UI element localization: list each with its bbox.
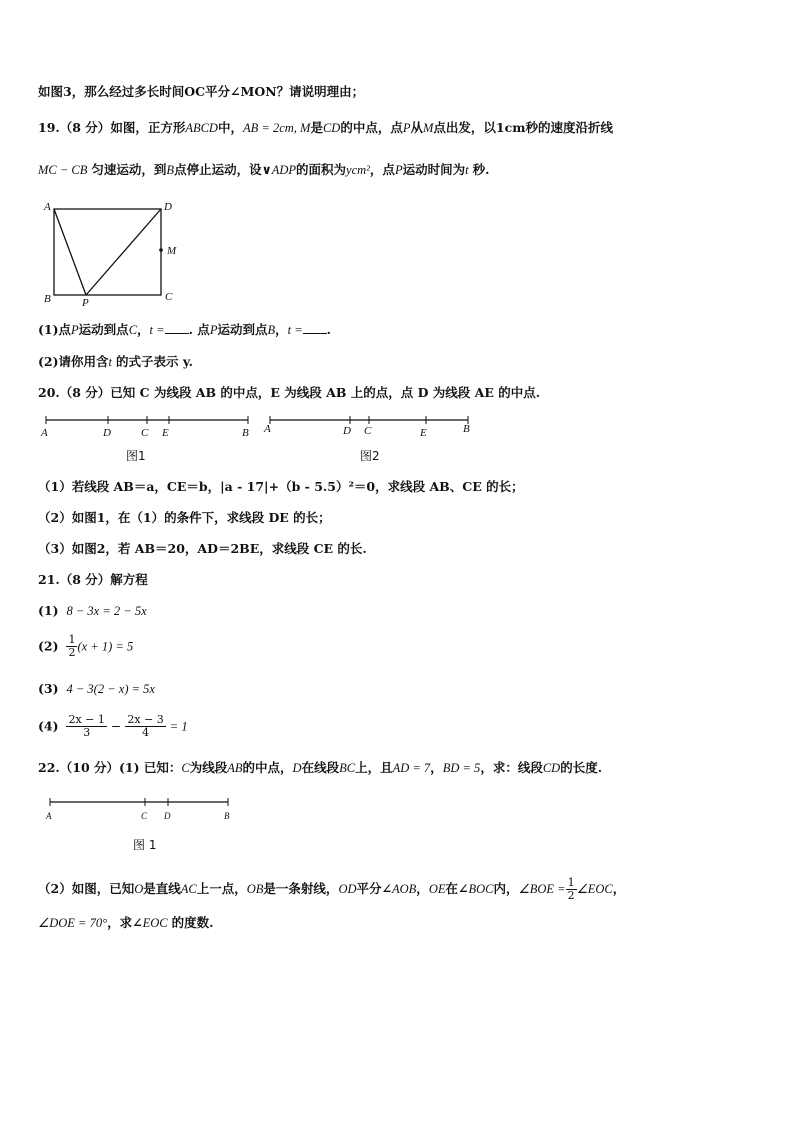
q19-t-eq: t =	[287, 323, 303, 337]
q22-angle-eoc: EOC	[142, 916, 168, 930]
q19-point-p: P	[71, 323, 79, 337]
q20-title: 20.（8 分）已知 C 为线段 AB 的中点，E 为线段 AB 上的点，点 D 为线段 AE 的中点.	[38, 385, 541, 400]
q21-title: 21.（8 分）解方程	[38, 572, 148, 587]
q22-ray-ob: OB	[246, 882, 264, 896]
q22-text: 上一点，	[196, 881, 247, 896]
label-b: B	[44, 293, 51, 305]
eq-label: (4)	[38, 718, 59, 734]
q21-eq4	[38, 714, 188, 748]
label-c: C	[165, 291, 173, 303]
q19-triangle: ADP	[271, 163, 297, 177]
fraction-half	[566, 877, 577, 902]
fig2-label-d: D	[343, 425, 351, 437]
q19-sub1-text: . 点	[188, 322, 210, 337]
q22-text: 是一条射线，	[263, 881, 339, 896]
fig2-label-c: C	[364, 425, 372, 437]
q20-sub3: （3）如图2，若 AB＝20，AD＝2BE，求线段 CE 的长.	[38, 541, 367, 556]
q22-point-d: D	[292, 761, 302, 775]
eq-label: (3)	[38, 681, 59, 696]
q22-text: 在线段	[301, 760, 340, 775]
q19-text: 是	[310, 120, 323, 135]
q22-text: 上，且	[355, 760, 393, 775]
q22-text: 的度数.	[171, 915, 214, 930]
q19-number: 19.	[38, 120, 60, 135]
q19-point-b: B	[267, 323, 276, 337]
q22-text: 的长度.	[560, 760, 603, 775]
fig2-label-a: A	[264, 423, 271, 435]
q19-sub1-text: 运动到点	[78, 322, 129, 337]
fraction-half	[66, 634, 77, 659]
q22-label-b: B	[224, 811, 230, 821]
fraction-2	[125, 714, 165, 739]
q19-text: 秒.	[472, 162, 490, 177]
q19-text: 的中点，点	[340, 120, 403, 135]
q22-fig-caption: 图 1	[133, 838, 157, 852]
q19-text: 点停止运动，设∨	[174, 162, 272, 177]
label-p: P	[82, 297, 89, 309]
q19-sub2	[38, 354, 193, 370]
q19-sub2-text: (2)请你用含	[38, 354, 109, 369]
q22-angle-boe: ∠BOE =	[518, 882, 566, 896]
q19-square-name: ABCD	[185, 121, 218, 135]
q19-point-p: P	[394, 163, 403, 177]
fraction-1	[66, 714, 106, 739]
q22-text: ，	[612, 881, 626, 896]
q22-ray-oe: OE	[428, 882, 446, 896]
q22-label-a: A	[46, 811, 52, 821]
q19-line2	[38, 162, 489, 178]
fig1-label-d: D	[103, 427, 111, 439]
q20-sub1: （1）若线段 AB＝a，CE＝b，|a - 17|+（b - 5.5）²＝0，求线段 AB、CE 的长；	[38, 479, 524, 494]
q19-text: 如图，正方形	[110, 120, 186, 135]
q19-text: 运动时间为	[402, 162, 466, 177]
q20-sub2: （2）如图1，在（1）的条件下，求线段 DE 的长；	[38, 510, 331, 525]
minus-sign: −	[110, 718, 122, 734]
q19-condition: AB = 2cm, M	[242, 121, 311, 135]
fraction-numerator: 2x − 3	[127, 713, 164, 726]
fraction-numerator: 1	[68, 633, 76, 646]
q19-t-eq: t =	[149, 323, 165, 337]
q19-square-figure	[40, 200, 200, 310]
q19-sub1-text: (1)点	[38, 322, 72, 337]
q21-eq3	[38, 681, 155, 697]
label-a: A	[44, 201, 51, 213]
fig2-label-e: E	[420, 427, 427, 439]
q22-segment-bc: BC	[339, 761, 356, 775]
q22-point-o: O	[134, 882, 144, 896]
q22-segment-ab: AB	[227, 761, 243, 775]
q19-point-m: M	[423, 121, 434, 135]
q19-point-c: C	[128, 323, 138, 337]
label-d: D	[164, 201, 172, 213]
q22-text: 内，	[493, 881, 519, 896]
q18-tail: 如图3，那么经过多长时间OC平分∠MON？请说明理由；	[38, 84, 365, 99]
q19-sub1-text: .	[326, 322, 332, 337]
q22-angle-boc: BOC	[468, 882, 494, 896]
q19-point-b: B	[166, 163, 175, 177]
fig1-label-a: A	[41, 427, 48, 439]
answer-blank[interactable]	[165, 323, 189, 334]
q19-text: 匀速运动，到	[91, 162, 167, 177]
q19-text: ，点	[369, 162, 395, 177]
q21-eq2	[38, 634, 133, 666]
fig1-label-e: E	[162, 427, 169, 439]
q19-text: 从	[410, 120, 423, 135]
q22-text: 平分∠	[356, 881, 392, 896]
equation-2: (x + 1) = 5	[77, 639, 134, 654]
fraction-denominator: 3	[83, 726, 91, 739]
q22-angle-eoc: ∠EOC	[576, 882, 613, 896]
fraction-denominator: 2	[68, 646, 76, 659]
point-m-dot	[159, 248, 163, 252]
q22-ad: AD = 7	[392, 761, 431, 775]
q19-time-var: t	[465, 163, 469, 177]
q22-text: 为线段	[189, 760, 228, 775]
fig1-label-b: B	[242, 427, 249, 439]
q22-angle-aob: AOB	[391, 882, 417, 896]
q19-point-p: P	[209, 323, 218, 337]
eq-label: (1)	[38, 603, 59, 618]
fraction-denominator: 4	[142, 726, 150, 739]
q19-text: 中，	[217, 120, 243, 135]
q22-text: 的中点，	[242, 760, 293, 775]
segment-ap	[54, 209, 86, 295]
q22-point-c: C	[181, 761, 190, 775]
q19-path: MC − CB	[38, 163, 88, 177]
q22-ray-od: OD	[338, 882, 357, 896]
fig1-label-c: C	[141, 427, 149, 439]
equation-3: 4 − 3(2 − x) = 5x	[66, 682, 155, 696]
fraction-numerator: 2x − 1	[68, 713, 105, 726]
q22-text: 在∠	[445, 881, 469, 896]
q22-line-ac: AC	[180, 882, 197, 896]
q22-text: （2）如图，已知	[38, 881, 135, 896]
fraction-denominator: 2	[567, 889, 575, 902]
q19-time-var: t	[108, 355, 113, 369]
q19-sub1-text: ，	[275, 322, 288, 337]
q22-angle-doe: ∠DOE = 70°	[38, 916, 108, 930]
q22-text: ，	[416, 881, 429, 896]
q19-sub1-text: ，	[137, 322, 150, 337]
fig1-caption: 图1	[126, 449, 146, 463]
fig2-caption: 图2	[360, 449, 380, 463]
equation-4-rhs: = 1	[169, 719, 188, 734]
q22-text: ，求∠	[107, 915, 143, 930]
q22-label-d: D	[164, 811, 171, 821]
q19-point-p: P	[402, 121, 411, 135]
q22-part1	[38, 760, 602, 776]
eq-label: (2)	[38, 638, 59, 654]
q19-score: （8 分）	[59, 120, 111, 135]
q19-text: 点出发，以1cm秒的速度沿折线	[433, 120, 613, 135]
q22-text: ，	[430, 760, 443, 775]
q21-eq1	[38, 603, 147, 619]
q22-text: 是直线	[143, 881, 181, 896]
fig2-label-b: B	[463, 423, 470, 435]
q20-figures	[38, 410, 478, 470]
q22-segment-cd: CD	[542, 761, 561, 775]
q19-line1	[38, 120, 613, 136]
equation-1: 8 − 3x = 2 − 5x	[66, 604, 147, 618]
q22-figure	[40, 795, 250, 860]
q19-area: ycm²	[346, 163, 370, 177]
answer-blank[interactable]	[303, 323, 327, 334]
q19-sub2-text: 的式子表示 y.	[116, 354, 194, 369]
q19-segment-cd: CD	[322, 121, 341, 135]
q22-label-c: C	[141, 811, 148, 821]
segment-dp	[86, 209, 161, 295]
q22-part2-line1	[38, 872, 625, 906]
q22-text: ，求：线段	[480, 760, 543, 775]
q19-sub1	[38, 322, 331, 338]
q22-bd: BD = 5	[442, 761, 481, 775]
q22-part2-line2	[38, 915, 213, 931]
q19-sub1-text: 运动到点	[217, 322, 268, 337]
q19-text: 的面积为	[296, 162, 347, 177]
label-m: M	[167, 245, 177, 257]
fraction-numerator: 1	[567, 876, 575, 889]
q22-text: 22.（10 分）(1) 已知：	[38, 760, 182, 775]
